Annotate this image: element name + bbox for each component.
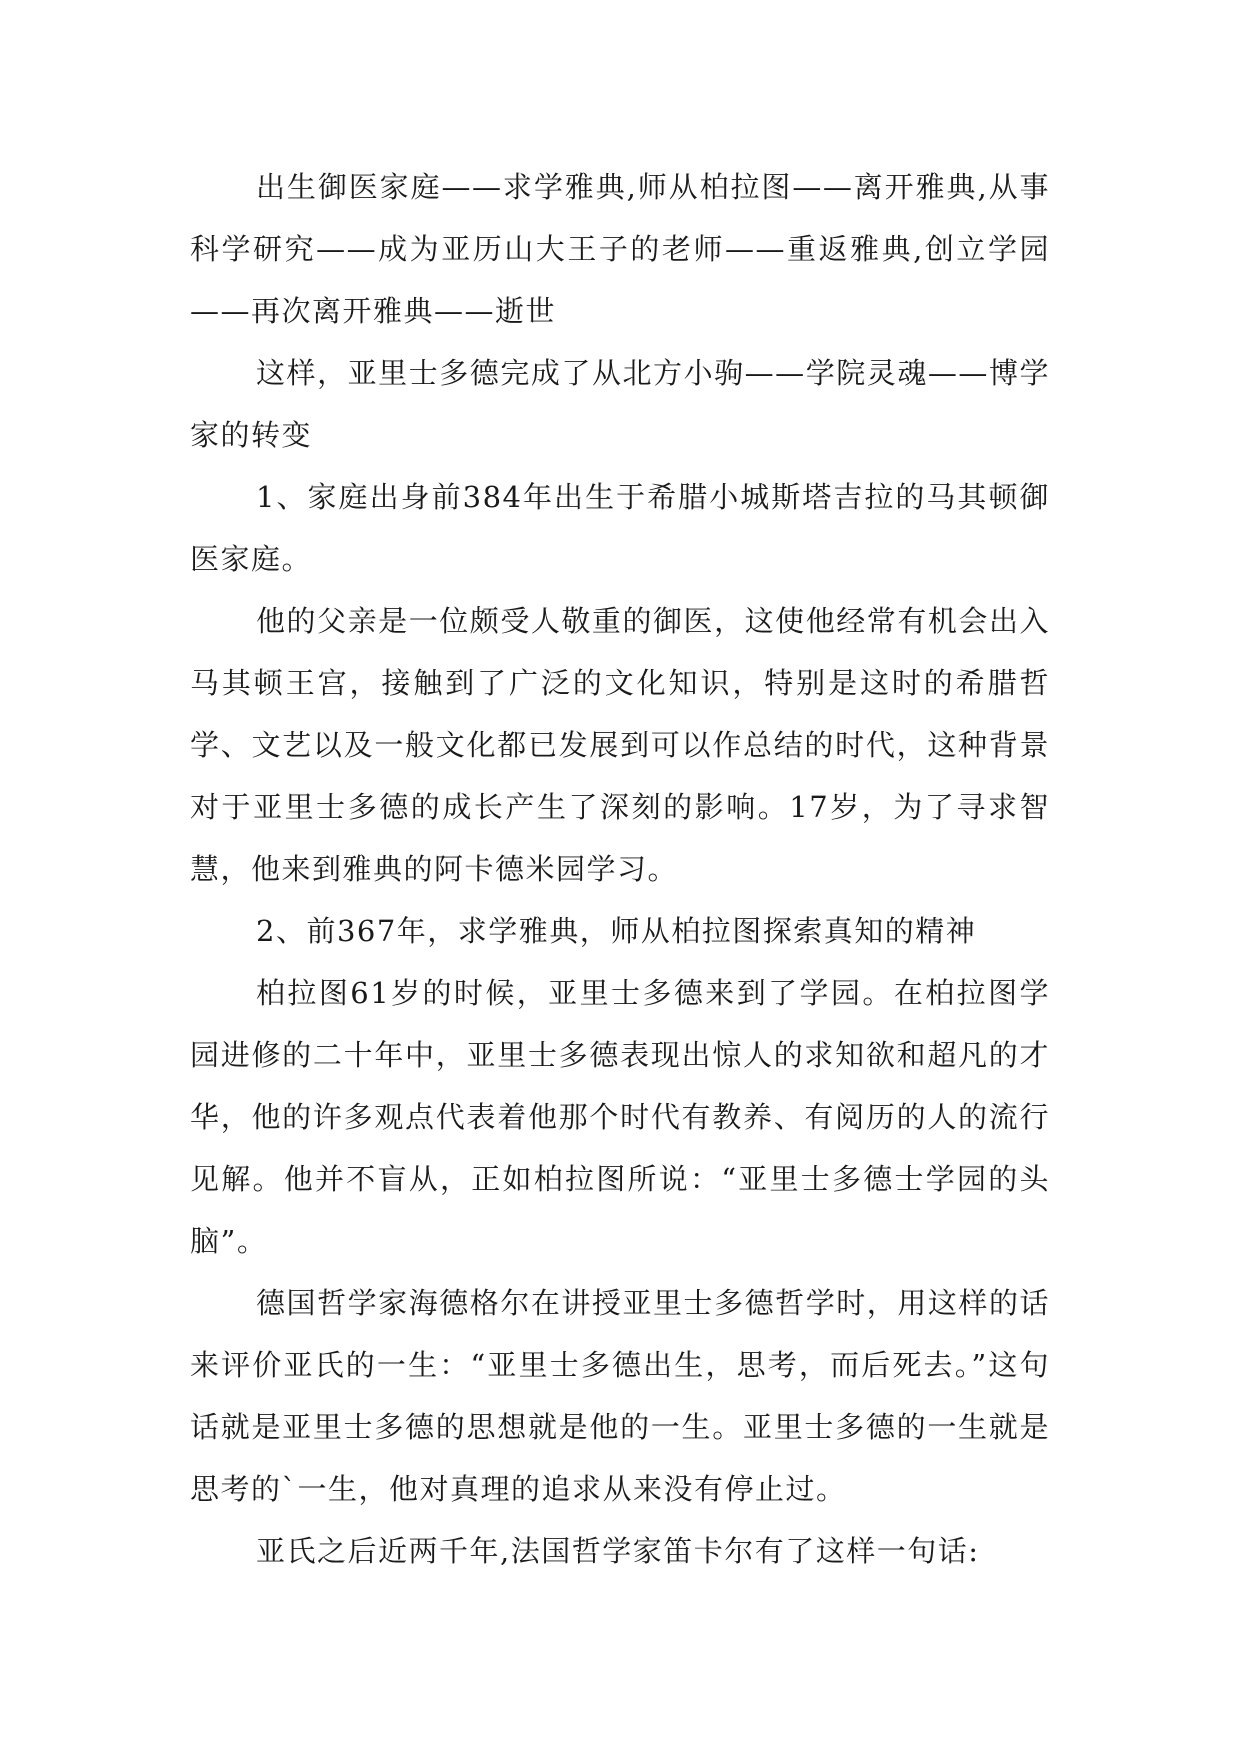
paragraph-transformation: 这样，亚里士多德完成了从北方小驹——学院灵魂——博学家的转变 [190,356,1050,452]
paragraph-heidegger: 德国哲学家海德格尔在讲授亚里士多德哲学时，用这样的话来评价亚氏的一生：“亚里士多德出生，思考，而后死去。”这句话就是亚里士多德的思想就是他的一生。亚里士多德的一生就是思考的`一生，他对真理的追求从来没有停止过。 [190,1286,1050,1506]
paragraph-study-athens: 2、前367年，求学雅典，师从柏拉图探索真知的精神 [256,914,977,948]
paragraph-descartes: 亚氏之后近两千年,法国哲学家笛卡尔有了这样一句话: [256,1534,980,1568]
paragraph-father: 他的父亲是一位颇受人敬重的御医，这使他经常有机会出入马其顿王宫，接触到了广泛的文化知识，特别是这时的希腊哲学、文艺以及一般文化都已发展到可以作总结的时代，这种背景对于亚里士多德的成长产生了深刻的影响。17岁，为了寻求智慧，他来到雅典的阿卡德米园学习。 [190,604,1050,886]
document-body [190,156,1050,1582]
paragraph-family-background: 1、家庭出身前384年出生于希腊小城斯塔吉拉的马其顿御医家庭。 [190,480,1050,576]
paragraph-life-stages: 出生御医家庭——求学雅典,师从柏拉图——离开雅典,从事科学研究——成为亚历山大王子的老师——重返雅典,创立学园——再次离开雅典——逝世 [190,170,1050,328]
paragraph-plato-academy: 柏拉图61岁的时候，亚里士多德来到了学园。在柏拉图学园进修的二十年中，亚里士多德表现出惊人的求知欲和超凡的才华，他的许多观点代表着他那个时代有教养、有阅历的人的流行见解。他并不盲从，正如柏拉图所说：“亚里士多德士学园的头脑”。 [190,976,1050,1258]
